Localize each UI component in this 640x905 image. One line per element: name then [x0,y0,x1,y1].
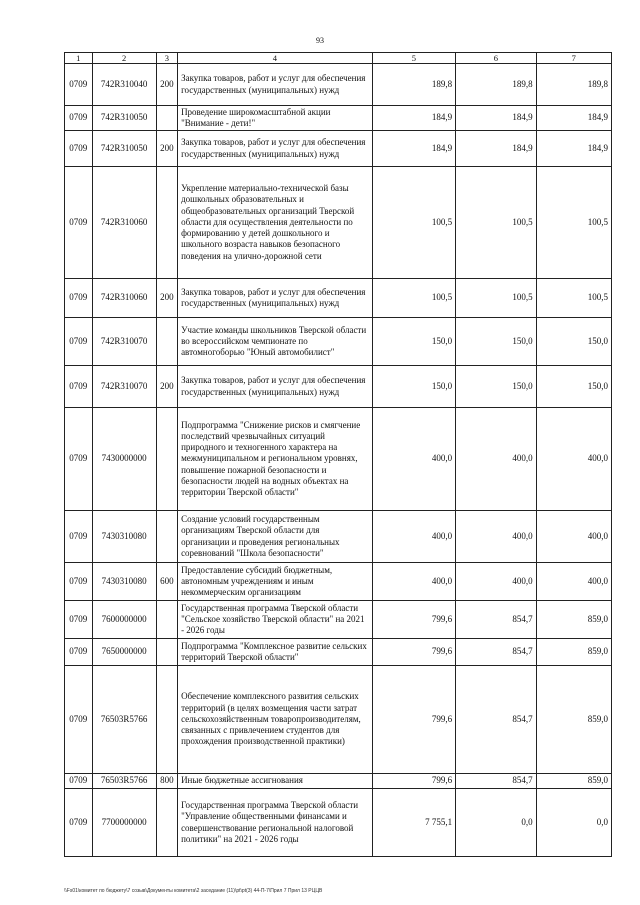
budget-table [64,52,612,857]
amount-year-1: 799,6 [372,601,456,639]
column-header: 6 [456,53,536,64]
expense-type-code: 200 [156,279,177,318]
row-description: Участие команды школьников Тверской области во всероссийском чемпионате по автомногоборью "Юный автомобилист" [178,318,373,366]
column-header: 4 [178,53,373,64]
section-code: 0709 [65,366,93,408]
amount-year-2: 854,7 [456,639,536,666]
row-description: Закупка товаров, работ и услуг для обеспечения государственных (муниципальных) нужд [178,279,373,318]
target-article-code: 7430310080 [92,511,156,563]
section-code: 0709 [65,639,93,666]
expense-type-code: 200 [156,366,177,408]
amount-year-1: 400,0 [372,408,456,511]
amount-year-3: 400,0 [536,511,611,563]
row-description: Создание условий государственным организациям Тверской области для организации и проведения региональных соревнований "Школа безопасности" [178,511,373,563]
table-row [65,131,612,167]
amount-year-3: 100,5 [536,279,611,318]
section-code: 0709 [65,789,93,857]
section-code: 0709 [65,666,93,774]
target-article-code: 76503R5766 [92,666,156,774]
section-code: 0709 [65,318,93,366]
amount-year-3: 184,9 [536,106,611,131]
row-description: Подпрограмма "Комплексное развитие сельских территорий Тверской области" [178,639,373,666]
amount-year-2: 400,0 [456,408,536,511]
expense-type-code: 600 [156,563,177,601]
row-description: Укрепление материально-технической базы дошкольных образовательных и общеобразовательных организаций Тверской области для осуществления деятельности по формированию у детей дошкольного и школьного возраста навыков безопасного поведения на улично-дорожной сети [178,167,373,279]
table-row [65,279,612,318]
row-description: Иные бюджетные ассигнования [178,774,373,789]
row-description: Государственная программа Тверской области "Сельское хозяйство Тверской области" на 2021 - 2026 годы [178,601,373,639]
amount-year-3: 189,8 [536,64,611,106]
column-header: 2 [92,53,156,64]
amount-year-1: 150,0 [372,366,456,408]
row-description: Подпрограмма "Снижение рисков и смягчение последствий чрезвычайных ситуаций природного и техногенного характера на межмуниципальном и региональном уровнях, повышение пожарной безопасности и безопасности людей на водных объектах на территории Тверской области" [178,408,373,511]
section-code: 0709 [65,167,93,279]
table-row [65,789,612,857]
amount-year-3: 859,0 [536,601,611,639]
amount-year-3: 150,0 [536,318,611,366]
section-code: 0709 [65,408,93,511]
amount-year-1: 400,0 [372,563,456,601]
target-article-code: 742R310060 [92,167,156,279]
table-row [65,408,612,511]
target-article-code: 742R310040 [92,64,156,106]
expense-type-code [156,318,177,366]
table-row [65,601,612,639]
table-row [65,563,612,601]
amount-year-2: 854,7 [456,774,536,789]
expense-type-code [156,601,177,639]
expense-type-code [156,408,177,511]
table-row [65,318,612,366]
amount-year-3: 150,0 [536,366,611,408]
amount-year-3: 859,0 [536,666,611,774]
amount-year-1: 100,5 [372,279,456,318]
amount-year-3: 0,0 [536,789,611,857]
target-article-code: 742R310060 [92,279,156,318]
target-article-code: 7430310080 [92,563,156,601]
section-code: 0709 [65,563,93,601]
amount-year-1: 189,8 [372,64,456,106]
table-row [65,64,612,106]
amount-year-1: 799,6 [372,639,456,666]
amount-year-3: 400,0 [536,563,611,601]
column-header: 5 [372,53,456,64]
target-article-code: 7650000000 [92,639,156,666]
expense-type-code: 800 [156,774,177,789]
amount-year-1: 184,9 [372,131,456,167]
table-row [65,167,612,279]
amount-year-2: 0,0 [456,789,536,857]
row-description: Обеспечение комплексного развития сельских территорий (в целях возмещения части затрат сельскохозяйственным товаропроизводителям, связанных с привлечением студентов для прохождения производственной практики) [178,666,373,774]
amount-year-3: 184,9 [536,131,611,167]
target-article-code: 76503R5766 [92,774,156,789]
amount-year-2: 400,0 [456,563,536,601]
section-code: 0709 [65,774,93,789]
row-description: Закупка товаров, работ и услуг для обеспечения государственных (муниципальных) нужд [178,366,373,408]
table-row [65,639,612,666]
amount-year-1: 400,0 [372,511,456,563]
amount-year-2: 150,0 [456,366,536,408]
table-header-row [65,53,612,64]
column-header: 1 [65,53,93,64]
target-article-code: 742R310050 [92,131,156,167]
section-code: 0709 [65,131,93,167]
row-description: Государственная программа Тверской области "Управление общественными финансами и совершенствование региональной налоговой политики" на 2021 - 2026 годы [178,789,373,857]
table-row [65,666,612,774]
expense-type-code [156,167,177,279]
footer-file-path: \\Fs01\комитет по бюджету\7 созыв\Документы комитета\2 заседание (11)\pt\pt(3) 44-П-7\Прил 7 Прил 13 РЦЦВ [64,888,323,894]
target-article-code: 7430000000 [92,408,156,511]
row-description: Предоставление субсидий бюджетным, автономным учреждениям и иным некоммерческим организациям [178,563,373,601]
amount-year-2: 100,5 [456,279,536,318]
amount-year-2: 854,7 [456,601,536,639]
amount-year-3: 859,0 [536,639,611,666]
expense-type-code [156,666,177,774]
section-code: 0709 [65,106,93,131]
target-article-code: 7600000000 [92,601,156,639]
amount-year-1: 184,9 [372,106,456,131]
section-code: 0709 [65,279,93,318]
amount-year-2: 150,0 [456,318,536,366]
section-code: 0709 [65,64,93,106]
page-number: 93 [316,36,324,45]
expense-type-code [156,511,177,563]
amount-year-1: 100,5 [372,167,456,279]
amount-year-1: 799,6 [372,774,456,789]
amount-year-1: 7 755,1 [372,789,456,857]
row-description: Закупка товаров, работ и услуг для обеспечения государственных (муниципальных) нужд [178,131,373,167]
section-code: 0709 [65,601,93,639]
amount-year-2: 100,5 [456,167,536,279]
amount-year-2: 400,0 [456,511,536,563]
amount-year-3: 400,0 [536,408,611,511]
column-header: 7 [536,53,611,64]
target-article-code: 742R310070 [92,366,156,408]
row-description: Закупка товаров, работ и услуг для обеспечения государственных (муниципальных) нужд [178,64,373,106]
target-article-code: 742R310050 [92,106,156,131]
expense-type-code [156,789,177,857]
row-description: Проведение широкомасштабной акции "Внимание - дети!" [178,106,373,131]
target-article-code: 7700000000 [92,789,156,857]
amount-year-1: 150,0 [372,318,456,366]
amount-year-1: 799,6 [372,666,456,774]
amount-year-3: 100,5 [536,167,611,279]
column-header: 3 [156,53,177,64]
amount-year-2: 184,9 [456,131,536,167]
amount-year-3: 859,0 [536,774,611,789]
amount-year-2: 854,7 [456,666,536,774]
expense-type-code: 200 [156,131,177,167]
expense-type-code: 200 [156,64,177,106]
section-code: 0709 [65,511,93,563]
expense-type-code [156,106,177,131]
table-row [65,106,612,131]
table-row [65,366,612,408]
amount-year-2: 189,8 [456,64,536,106]
target-article-code: 742R310070 [92,318,156,366]
expense-type-code [156,639,177,666]
table-row [65,774,612,789]
table-row [65,511,612,563]
amount-year-2: 184,9 [456,106,536,131]
